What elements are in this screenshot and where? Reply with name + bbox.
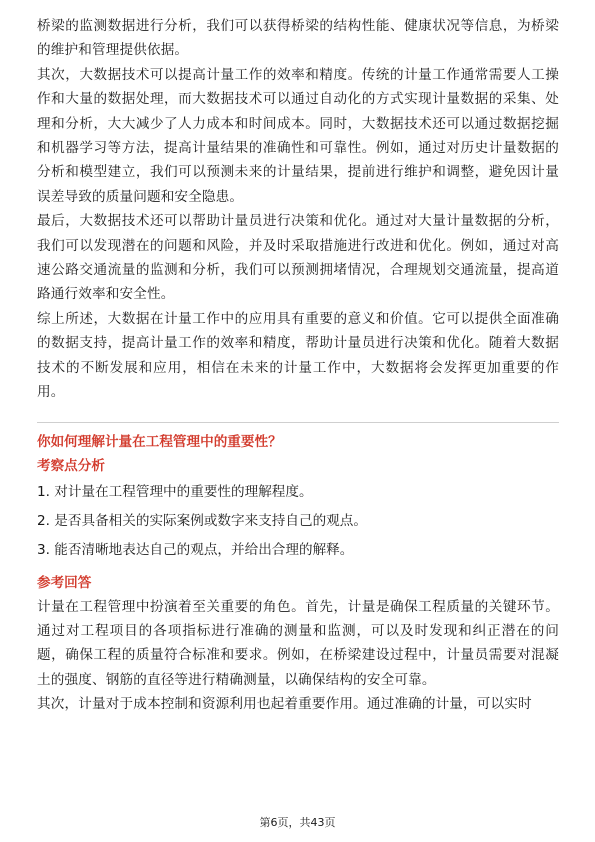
analysis-point: 2. 是否具备相关的实际案例或数字来支持自己的观点。	[37, 512, 367, 529]
body-paragraph: 桥梁的监测数据进行分析，我们可以获得桥梁的结构性能、健康状况等信息，为桥梁的维护和管理提供依据。	[37, 18, 559, 59]
analysis-heading: 考察点分析	[37, 457, 105, 474]
body-paragraph: 其次，大数据技术可以提高计量工作的效率和精度。传统的计量工作通常需要人工操作和大量的数据处理，而大数据技术可以通过自动化的方式实现计量数据的采集、处理和分析，大大减少了人力成本和时间成本。同时，大数据技术还可以通过数据挖掘和机器学习等方法，提高计量结果的准确性和可靠性。例如，通过对历史计量数据的分析和模型建立，我们可以预测未来的计量结果，提前进行维护和调整，避免因计量误差导致的质量问题和安全隐患。	[37, 66, 559, 205]
analysis-list	[37, 478, 559, 565]
question-heading: 你如何理解计量在工程管理中的重要性？	[37, 433, 282, 450]
answer-heading: 参考回答	[37, 574, 92, 591]
analysis-point: 3. 能否清晰地表达自己的观点，并给出合理的解释。	[37, 541, 354, 558]
body-paragraph: 最后，大数据技术还可以帮助计量员进行决策和优化。通过对大量计量数据的分析，我们可以发现潜在的问题和风险，并及时采取措施进行改进和优化。例如，通过对高速公路交通流量的监测和分析，我们可以预测拥堵情况，合理规划交通流量，提高道路通行效率和安全性。	[37, 213, 559, 303]
page-footer: 第6页，共43页	[259, 816, 336, 829]
answer-paragraph: 其次，计量对于成本控制和资源利用也起着重要作用。通过准确的计量，可以实时	[37, 696, 532, 713]
answer-paragraph: 计量在工程管理中扮演着至关重要的角色。首先，计量是确保工程质量的关键环节。通过对工程项目的各项指标进行准确的测量和监测，可以及时发现和纠正潜在的问题，确保工程的质量符合标准和要求。例如，在桥梁建设过程中，计量员需要对混凝土的强度、钢筋的直径等进行精确测量，以确保结构的安全可靠。	[37, 598, 559, 688]
analysis-point: 1. 对计量在工程管理中的重要性的理解程度。	[37, 483, 313, 500]
section-divider	[37, 422, 559, 423]
body-paragraph: 综上所述，大数据在计量工作中的应用具有重要的意义和价值。它可以提供全面准确的数据支持，提高计量工作的效率和精度，帮助计量员进行决策和优化。随着大数据技术的不断发展和应用，相信在未来的计量工作中，大数据将会发挥更加重要的作用。	[37, 310, 559, 401]
document-page	[37, 14, 559, 717]
